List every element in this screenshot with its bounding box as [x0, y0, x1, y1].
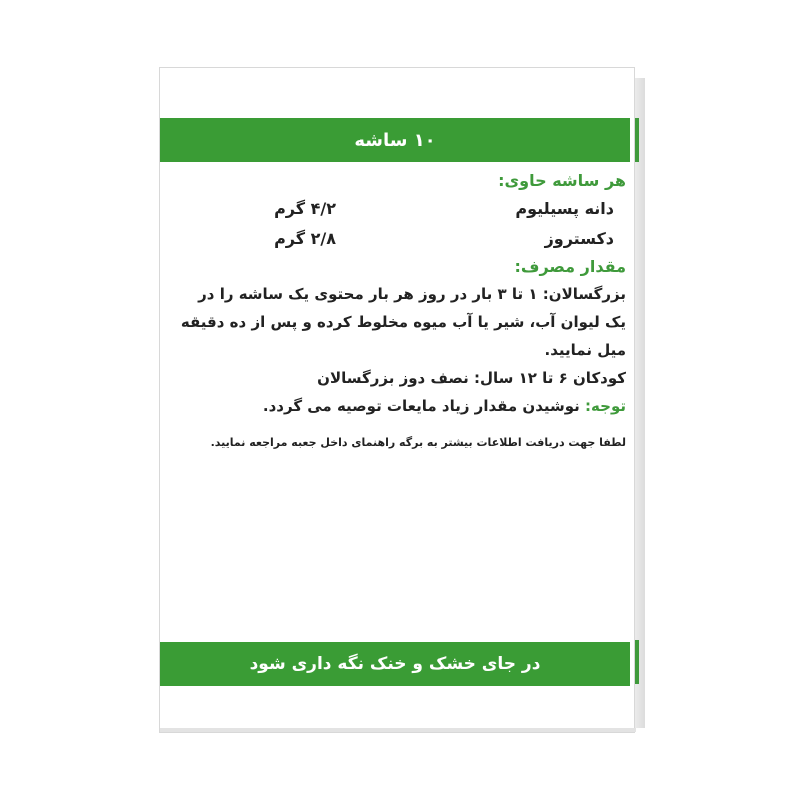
package-info	[176, 168, 626, 463]
note-label: توجه:	[585, 397, 626, 415]
bottom-green-band	[160, 642, 630, 686]
dosage-heading: مقدار مصرف:	[514, 257, 626, 276]
note	[176, 392, 626, 420]
note-text: نوشیدن مقدار زیاد مایعات توصیه می گردد.	[262, 397, 586, 415]
ingredient-row	[176, 224, 626, 254]
leaflet-note: لطفا جهت دریافت اطلاعات بیشتر به برگه راهنمای داخل جعبه مراجعه نمایید.	[210, 436, 626, 449]
box-bottom-edge	[160, 728, 636, 732]
ingredient-amount: ۲/۸ گرم	[274, 229, 336, 248]
top-green-band	[160, 118, 630, 162]
contents-heading: هر ساشه حاوی:	[498, 171, 626, 190]
storage-instruction: در جای خشک و خنک نگه داری شود	[249, 654, 541, 674]
ingredient-amount: ۴/۲ گرم	[274, 199, 336, 218]
ingredient-row	[176, 194, 626, 224]
ingredient-name: دانه پسیلیوم	[515, 199, 614, 218]
sachet-count: ۱۰ ساشه	[354, 129, 436, 151]
child-dosage-text: کودکان ۶ تا ۱۲ سال: نصف دوز بزرگسالان	[317, 369, 626, 387]
ingredient-name: دکستروز	[544, 229, 614, 248]
adult-dosage-text: بزرگسالان: ۱ تا ۳ بار در روز هر بار محتوی یک ساشه را در یک لیوان آب، شیر یا آب میوه مخلوط کرده و پس از ده دقیقه میل نمایید.	[180, 285, 626, 359]
